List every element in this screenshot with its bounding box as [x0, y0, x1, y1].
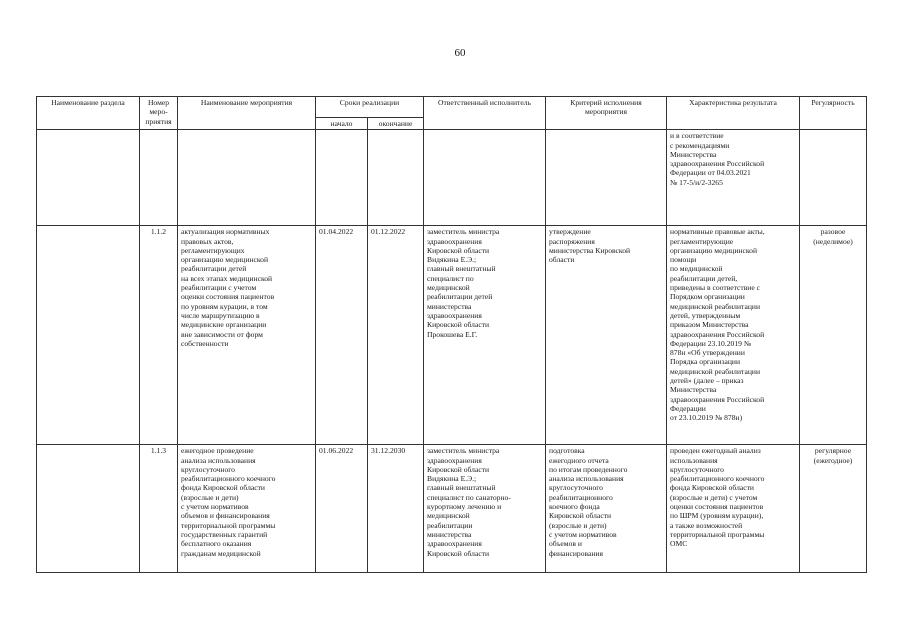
cell-regularity: регулярное (ежегодное) — [800, 445, 867, 573]
cell-number: 1.1.2 — [140, 226, 178, 445]
cell-criterion — [546, 130, 667, 226]
cell-activity — [178, 130, 316, 226]
cell-number: 1.1.3 — [140, 445, 178, 573]
cell-result: проведен ежегодный анализ использования круглосуточного реабилитационного коечного фонда Кировской области (взрослые и дети) с учетом оценки состояния пациентов по ШРМ (уровням курации), а также возможностей территориальной программы ОМС — [667, 445, 800, 573]
cell-regularity: разовое (неделимое) — [800, 226, 867, 445]
header-section-name: Наименование раздела — [37, 97, 140, 130]
header-criterion: Критерий исполнения мероприятия — [546, 97, 667, 130]
cell-section — [37, 130, 140, 226]
table-row — [37, 130, 867, 226]
cell-end: 01.12.2022 — [368, 226, 424, 445]
header-item-number: Номер меро- приятия — [140, 97, 178, 130]
page-number: 60 — [454, 47, 466, 59]
cell-start: 01.06.2022 — [316, 445, 368, 573]
cell-executor: заместитель министра здравоохранения Кировской области Видякина Е.Э.; главный внештатный специалист по медицинской реабилитации детей министерства здравоохранения Кировской области Прокошева Е.Г. — [424, 226, 546, 445]
table-row — [37, 226, 867, 445]
header-row — [37, 97, 867, 118]
cell-end — [368, 130, 424, 226]
header-deadlines: Сроки реализации — [316, 97, 424, 118]
cell-executor: заместитель министра здравоохранения Кировской области Видякина Е.Э.; главный внештатный специалист по санаторно- курортному лечению и медицинской реабилитации министерства здравоохранения Кировской области — [424, 445, 546, 573]
cell-start — [316, 130, 368, 226]
cell-start: 01.04.2022 — [316, 226, 368, 445]
header-activity-name: Наименование мероприятия — [178, 97, 316, 130]
activities-table — [36, 96, 867, 573]
header-regularity: Регулярность — [800, 97, 867, 130]
cell-result: нормативные правовые акты, регламентирующие организацию медицинской помощи по медицинской реабилитации детей, приведены в соответствие с Порядком организации медицинской реабилитации детей, утвержденным приказом Министерства здравоохранения Российской Федерации 23.10.2019 № 878н «Об утверждении Порядка организации медицинской реабилитации детей» (далее – приказ Министерства здравоохранения Российской Федерации от 23.10.2019 № 878н) — [667, 226, 800, 445]
cell-activity: ежегодное проведение анализа использования круглосуточного реабилитационного коечного фонда Кировской области (взрослые и дети) с учетом нормативов объемов и финансирования территориальной программы государственных гарантий бесплатного оказания гражданам медицинской — [178, 445, 316, 573]
cell-regularity — [800, 130, 867, 226]
cell-end: 31.12.2030 — [368, 445, 424, 573]
header-result: Характеристика результата — [667, 97, 800, 130]
cell-number — [140, 130, 178, 226]
cell-section — [37, 226, 140, 445]
header-end: окончание — [368, 118, 424, 130]
cell-criterion: подготовка ежегодного отчета по итогам проведенного анализа использования круглосуточного реабилитационного коечного фонда Кировской области (взрослые и дети) с учетом нормативов объемов и финансирования — [546, 445, 667, 573]
cell-criterion: утверждение распоряжения министерства Кировской области — [546, 226, 667, 445]
cell-activity: актуализация нормативных правовых актов, регламентирующих организацию медицинской реабилитации детей на всех этапах медицинской реабилитации с учетом оценки состояния пациентов по уровням курации, в том числе маршрутизацию в медицинские организации вне зависимости от форм собственности — [178, 226, 316, 445]
cell-executor — [424, 130, 546, 226]
table-row — [37, 445, 867, 573]
header-start: начало — [316, 118, 368, 130]
cell-section — [37, 445, 140, 573]
cell-result: и в соответствие с рекомендациями Министерства здравоохранения Российской Федерации от 04.03.2021 № 17-5/и/2-3265 — [667, 130, 800, 226]
header-executor: Ответственный исполнитель — [424, 97, 546, 130]
